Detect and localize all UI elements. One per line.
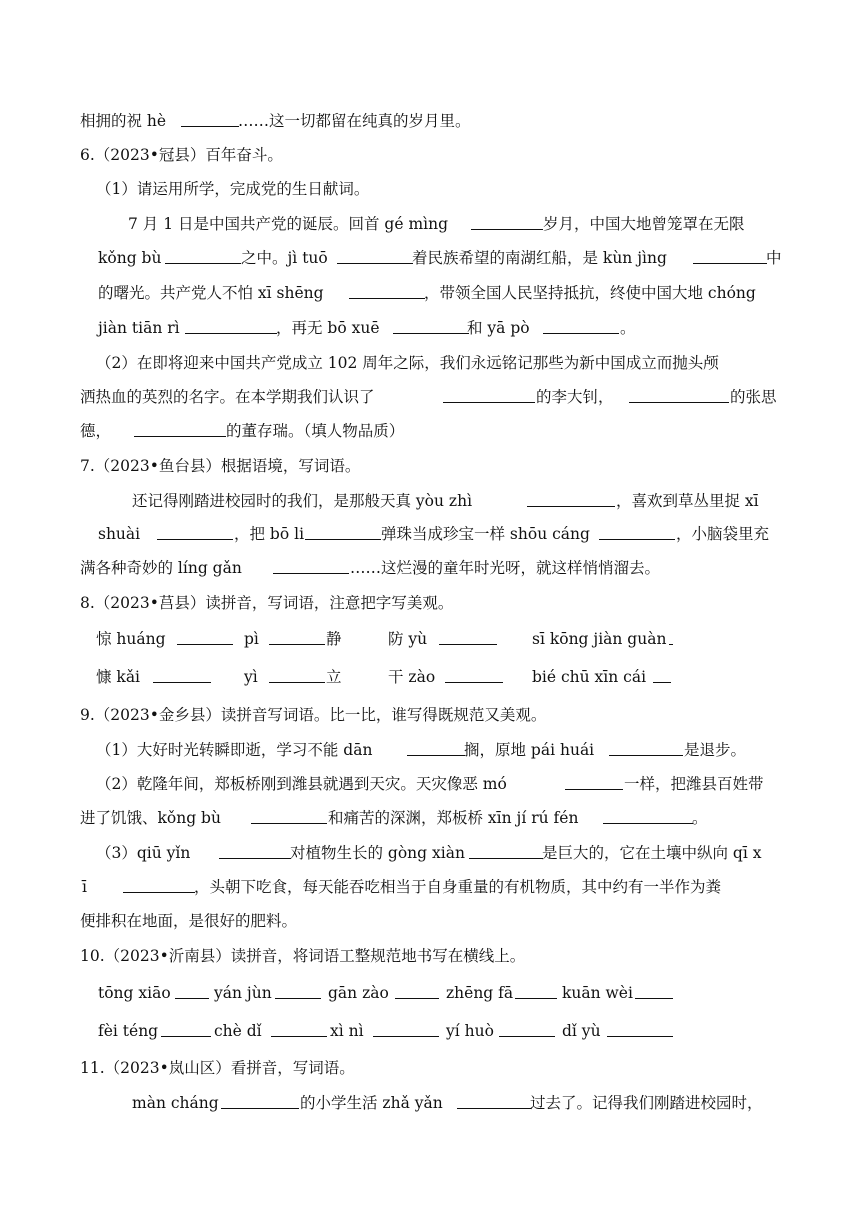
answer-blank[interactable]	[157, 523, 233, 540]
answer-blank[interactable]	[269, 666, 325, 683]
text: 德，	[80, 422, 112, 440]
text: pì	[244, 630, 259, 648]
text: tōng xiāo	[98, 984, 171, 1002]
text: 对植物生长的 gòng xiàn	[290, 844, 465, 862]
text: 7 月 1 日是中国共产党的诞辰。回首 gé mìng	[128, 215, 449, 233]
text: 静	[326, 630, 342, 648]
text: 。	[692, 809, 708, 827]
text: yán jùn	[214, 984, 272, 1002]
question-9-title: 9.（2023•金乡县）读拼音写词语。比一比，谁写得既规范又美观。	[80, 706, 547, 724]
text: 干 zào	[388, 668, 436, 686]
question-10-title: 10.（2023•沂南县）读拼音，将词语工整规范地书写在横线上。	[80, 947, 526, 965]
text: 满各种奇妙的 líng gǎn	[80, 559, 242, 577]
answer-blank[interactable]	[469, 842, 543, 859]
answer-blank[interactable]	[609, 739, 683, 756]
text: 的李大钊，	[536, 388, 614, 406]
answer-blank[interactable]	[653, 666, 671, 683]
answer-blank[interactable]	[395, 982, 439, 999]
text: màn cháng	[132, 1094, 219, 1112]
text: 。	[620, 319, 636, 337]
text: 的曙光。共产党人不怕 xī shēng	[98, 284, 324, 302]
answer-blank[interactable]	[439, 628, 497, 645]
text: 着民族希望的南湖红船，是 kùn jìng	[412, 249, 667, 267]
answer-blank[interactable]	[515, 982, 557, 999]
text: 防 yù	[388, 630, 428, 648]
text: yí huò	[446, 1022, 494, 1040]
answer-blank[interactable]	[337, 247, 413, 264]
answer-blank[interactable]	[599, 523, 675, 540]
answer-blank[interactable]	[185, 317, 277, 334]
text: （3）qiū yǐn	[96, 844, 191, 862]
text: 之中。jì tuō	[241, 249, 328, 267]
answer-blank[interactable]	[445, 666, 503, 683]
answer-blank[interactable]	[271, 1020, 327, 1037]
answer-blank[interactable]	[165, 247, 241, 264]
answer-blank[interactable]	[181, 110, 239, 127]
question-8-title: 8.（2023•莒县）读拼音，写词语，注意把字写美观。	[80, 594, 454, 612]
text: ，再无 bō xuē	[276, 319, 380, 337]
text: zhēng fā	[446, 984, 514, 1002]
text: 弹珠当成珍宝一样 shōu cáng	[381, 525, 590, 543]
text: （2）乾隆年间，郑板桥刚到潍县就遇到天灾。天灾像恶 mó	[96, 775, 507, 793]
text: 岁月，中国大地曾笼罩在无限	[543, 215, 745, 233]
text: ，头朝下吃食，每天能吞吃相当于自身重量的有机物质，其中约有一半作为粪	[194, 878, 722, 896]
text: 搁，原地 pái huái	[464, 741, 595, 759]
text: ……这一切都留在纯真的岁月里。	[238, 112, 471, 130]
answer-blank[interactable]	[407, 739, 465, 756]
text: 的董存瑞。（填人物品质）	[226, 422, 405, 440]
answer-blank[interactable]	[499, 1020, 555, 1037]
answer-blank[interactable]	[565, 773, 623, 790]
answer-blank[interactable]	[175, 982, 209, 999]
answer-blank[interactable]	[635, 982, 673, 999]
text: gān zào	[328, 984, 389, 1002]
answer-blank[interactable]	[134, 420, 226, 437]
text: 还记得刚踏进校园时的我们，是那般天真 yòu zhì	[132, 492, 473, 510]
answer-blank[interactable]	[607, 1020, 673, 1037]
text: （2）在即将迎来中国共产党成立 102 周年之际，我们永远铭记那些为新中国成立而抛头颅	[96, 354, 719, 372]
text: kuān wèi	[562, 984, 633, 1002]
text: 中	[766, 249, 782, 267]
text: 和痛苦的深渊，郑板桥 xīn jí rú fén	[328, 809, 579, 827]
text: ，把 bō li	[234, 525, 305, 543]
text: 惊 huáng	[96, 630, 166, 648]
text: ……这烂漫的童年时光呀，就这样悄悄溜去。	[350, 559, 661, 577]
text: 便排积在地面，是很好的肥料。	[80, 912, 298, 930]
text: xì nì	[330, 1022, 364, 1040]
answer-blank[interactable]	[219, 842, 291, 859]
answer-blank[interactable]	[305, 523, 381, 540]
answer-blank[interactable]	[221, 1092, 299, 1109]
text: shuài	[98, 525, 141, 543]
answer-blank[interactable]	[275, 982, 321, 999]
question-7-title: 7.（2023•鱼台县）根据语境，写词语。	[80, 457, 361, 475]
text: 立	[326, 668, 342, 686]
answer-blank[interactable]	[471, 213, 543, 230]
text: 和 yā pò	[467, 319, 530, 337]
answer-blank[interactable]	[251, 807, 327, 824]
text: 的小学生活 zhǎ yǎn	[300, 1094, 443, 1112]
answer-blank[interactable]	[603, 807, 693, 824]
answer-blank[interactable]	[273, 557, 349, 574]
text: sī kōng jiàn guàn	[532, 630, 667, 648]
text: 是退步。	[684, 741, 747, 759]
text: 一样，把潍县百姓带	[624, 775, 764, 793]
text: ，小脑袋里充	[676, 525, 770, 543]
text: jiàn tiān rì	[98, 319, 180, 337]
text: yì	[244, 668, 258, 686]
answer-blank[interactable]	[669, 628, 673, 645]
answer-blank[interactable]	[693, 247, 767, 264]
text: 进了饥饿、kǒng bù	[80, 809, 221, 827]
answer-blank[interactable]	[269, 628, 325, 645]
text: ，带领全国人民坚持抵抗，终使中国大地 chóng	[424, 284, 756, 302]
text: chè dǐ	[214, 1022, 262, 1040]
text: ，喜欢到草丛里捉 xī	[616, 492, 759, 510]
answer-blank[interactable]	[443, 386, 535, 403]
answer-blank[interactable]	[177, 628, 233, 645]
answer-blank[interactable]	[373, 1020, 439, 1037]
answer-blank[interactable]	[153, 666, 211, 683]
text: （1）大好时光转瞬即逝，学习不能 dān	[96, 741, 373, 759]
answer-blank[interactable]	[543, 317, 619, 334]
answer-blank[interactable]	[123, 876, 195, 893]
q6-part1-prompt: （1）请运用所学，完成党的生日献词。	[96, 180, 370, 198]
text: 相拥的祝 hè	[80, 112, 167, 130]
question-11-title: 11.（2023•岚山区）看拼音，写词语。	[80, 1059, 355, 1077]
answer-blank[interactable]	[527, 490, 615, 507]
answer-blank[interactable]	[393, 317, 469, 334]
text: 过去了。记得我们刚踏进校园时，	[530, 1094, 763, 1112]
text: 慷 kǎi	[96, 668, 141, 686]
answer-blank[interactable]	[161, 1020, 211, 1037]
text: 的张思	[730, 388, 777, 406]
text: dǐ yù	[562, 1022, 601, 1040]
text: kǒng bù	[98, 249, 162, 267]
text: bié chū xīn cái	[532, 668, 647, 686]
text: fèi téng	[98, 1022, 159, 1040]
answer-blank[interactable]	[629, 386, 729, 403]
answer-blank[interactable]	[349, 282, 425, 299]
question-6-title: 6.（2023•冠县）百年奋斗。	[80, 146, 283, 164]
text: ī	[82, 878, 87, 896]
text: 洒热血的英烈的名字。在本学期我们认识了	[80, 388, 375, 406]
text: 是巨大的，它在土壤中纵向 qī x	[542, 844, 762, 862]
answer-blank[interactable]	[457, 1092, 531, 1109]
